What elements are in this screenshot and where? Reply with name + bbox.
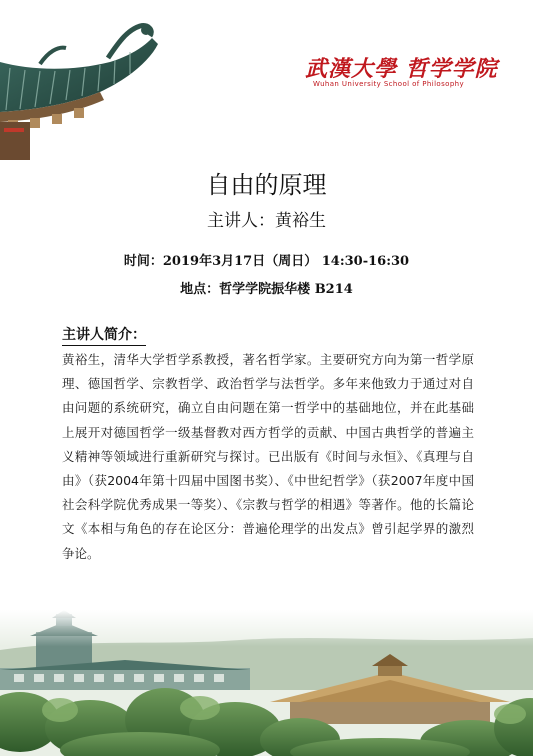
roof-eave-illustration: [0, 0, 175, 160]
lecture-title: 自由的原理: [206, 171, 327, 199]
time-line: 时间：2019年3月17日（周日） 14:30-16:30: [123, 254, 410, 269]
bio-paragraph: 黄裕生，清华大学哲学系教授，著名哲学家。主要研究方向为第一哲学原理、德国哲学、宗教哲学、政治哲学与法哲学。多年来他致力于通过对自由问题的系统研究，确立自由问题在第一哲学中的基础地位，并在此基础上展开对德国哲学一级基督教对西方哲学的贡献、中国古典哲学的普遍主义精神等领域进行重新研究与探讨。已出版有《时间与永恒》、《真理与自由》（获2004年第十四届中国图书奖）、《中世纪哲学》（获2007年度中国社会科学院优秀成果一等奖）、《宗教与哲学的相遇》等著作。他的长篇论文《本相与角色的存在论区分：普遍伦理学的出发点》曾引起学界的激烈争论。: [62, 352, 474, 561]
bio-heading: 主讲人简介：: [62, 324, 146, 346]
school-logo: [305, 52, 498, 94]
speaker-line: 主讲人：黄裕生: [207, 211, 326, 231]
logo-chinese-text: 武漢大學 哲学学院: [305, 56, 498, 82]
place-line: 地点：哲学学院振华楼 B214: [180, 282, 353, 297]
logo-english-text: Wuhan University School of Philosophy: [313, 80, 465, 88]
campus-illustration: [0, 610, 533, 756]
